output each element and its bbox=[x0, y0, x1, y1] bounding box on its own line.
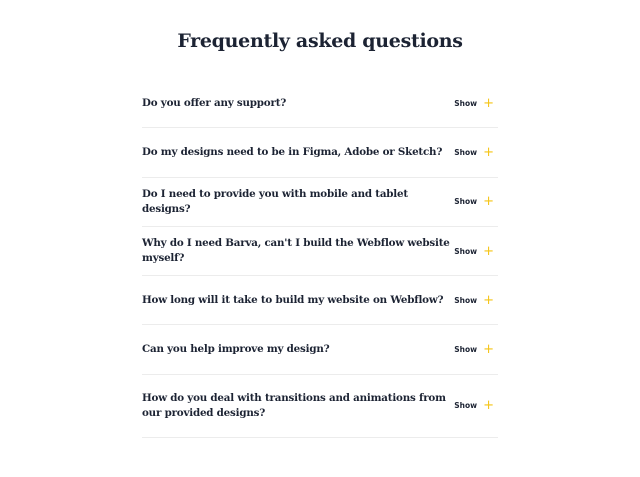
faq-question: How long will it take to build my website on Webflow? bbox=[142, 293, 444, 306]
show-toggle[interactable] bbox=[454, 146, 494, 159]
faq-question: How do you deal with transitions and animations from our provided designs? bbox=[142, 391, 446, 419]
show-toggle[interactable] bbox=[454, 195, 494, 208]
show-toggle[interactable] bbox=[454, 294, 494, 307]
show-label: Show bbox=[454, 295, 478, 305]
plus-icon: + bbox=[483, 95, 494, 111]
faq-question: Do I need to provide you with mobile and tablet designs? bbox=[142, 187, 408, 215]
faq-item-animations[interactable] bbox=[142, 375, 498, 438]
show-label: Show bbox=[454, 197, 478, 207]
plus-icon: + bbox=[483, 243, 494, 259]
show-label: Show bbox=[454, 246, 478, 256]
show-label: Show bbox=[454, 345, 478, 355]
faq-item-build-time[interactable] bbox=[142, 276, 498, 325]
show-toggle[interactable] bbox=[454, 399, 494, 412]
show-toggle[interactable] bbox=[454, 245, 494, 258]
show-toggle[interactable] bbox=[454, 97, 494, 110]
plus-icon: + bbox=[483, 292, 494, 308]
show-label: Show bbox=[454, 401, 478, 411]
plus-icon: + bbox=[483, 144, 494, 160]
faq-question: Do you offer any support? bbox=[142, 96, 287, 109]
plus-icon: + bbox=[483, 194, 494, 210]
faq-list bbox=[142, 79, 498, 438]
faq-question: Do my designs need to be in Figma, Adobe or Sketch? bbox=[142, 145, 443, 158]
faq-question: Why do I need Barva, can't I build the Webflow website myself? bbox=[142, 237, 450, 265]
faq-question: Can you help improve my design? bbox=[142, 343, 330, 356]
faq-item-improve-design[interactable] bbox=[142, 325, 498, 374]
faq-item-why-barva[interactable] bbox=[142, 227, 498, 276]
plus-icon: + bbox=[483, 342, 494, 358]
show-label: Show bbox=[454, 98, 478, 108]
page-title: Frequently asked questions bbox=[177, 30, 463, 52]
plus-icon: + bbox=[483, 398, 494, 414]
show-toggle[interactable] bbox=[454, 343, 494, 356]
faq-item-mobile-designs[interactable] bbox=[142, 178, 498, 227]
faq-item-support[interactable] bbox=[142, 79, 498, 128]
faq-item-design-tools[interactable] bbox=[142, 128, 498, 177]
show-label: Show bbox=[454, 147, 478, 157]
